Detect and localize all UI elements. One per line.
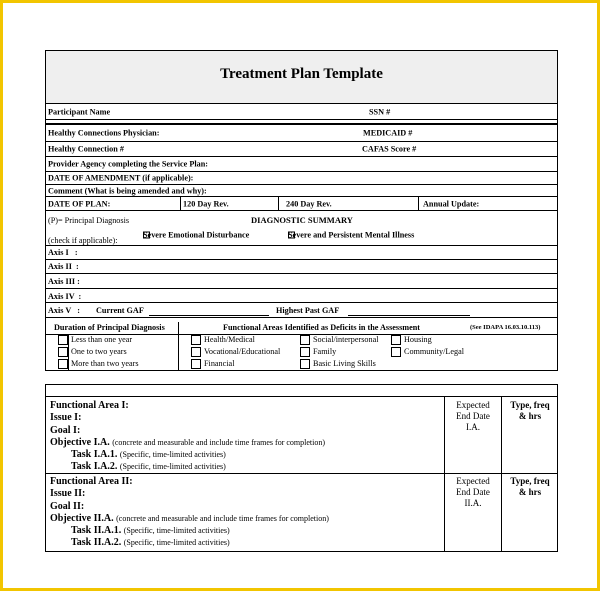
area1-objective-label: Objective I.A.: [50, 437, 110, 448]
principal-diagnosis-label: (P)= Principal Diagnosis: [48, 216, 130, 225]
area1-task1-note: (Specific, time-limited activities): [119, 450, 226, 459]
date-plan-label: DATE OF PLAN:: [48, 199, 111, 208]
hrs-label: & hrs: [518, 411, 542, 421]
family-label: Family: [313, 347, 337, 356]
divider: [418, 197, 419, 210]
area1-expected-header: [446, 400, 500, 433]
housing-label: Housing: [404, 335, 432, 344]
expected-label: Expected: [456, 476, 490, 486]
highest-gaf-line[interactable]: [348, 315, 470, 316]
row-comment: [45, 185, 558, 197]
expected-code: II.A.: [464, 498, 482, 508]
end-date-label: End Date: [456, 411, 490, 421]
axis-1-label: Axis I :: [48, 248, 78, 257]
expected-label: Expected: [456, 400, 490, 410]
area2-task2-note: (Specific, time-limited activities): [123, 538, 230, 547]
area2-type-header: [503, 476, 557, 498]
divider: [278, 197, 279, 210]
axis-4-label: Axis IV :: [48, 292, 82, 301]
diagnostic-summary-title: DIAGNOSTIC SUMMARY: [251, 215, 353, 225]
area2-objective-note: (concrete and measurable and include time frames for completion): [116, 514, 329, 523]
duration-checkbox-2[interactable]: [58, 359, 68, 369]
type-freq-label: Type, freq: [510, 400, 550, 410]
annual-update-label: Annual Update:: [423, 199, 480, 208]
cafas-label: CAFAS Score #: [362, 144, 417, 154]
community-checkbox[interactable]: [391, 347, 401, 357]
end-date-label: End Date: [456, 487, 490, 497]
divider: [178, 322, 179, 371]
deficits-block: [45, 318, 558, 371]
area1-task1-label: Task I.A.1.: [71, 449, 118, 460]
social-label: Social/interpersonal: [313, 335, 379, 344]
row-participant: [45, 103, 558, 120]
area2-issue: Issue II:: [50, 488, 86, 499]
duration-header: Duration of Principal Diagnosis: [54, 323, 165, 332]
axis-5-label: Axis V :: [48, 306, 80, 315]
highest-gaf-label: Highest Past GAF: [276, 306, 340, 315]
diagnostic-block: [45, 211, 558, 318]
area1-task1: [71, 449, 226, 460]
area1-issue: Issue I:: [50, 412, 82, 423]
divider: [46, 473, 557, 474]
area2-task1: [71, 525, 230, 536]
area1-objective-note: (concrete and measurable and include time frames for completion): [112, 438, 326, 447]
area1-objective: [50, 437, 325, 448]
current-gaf-line[interactable]: [149, 315, 269, 316]
divider: [46, 288, 557, 289]
area1-goal: Goal I:: [50, 425, 81, 436]
area2-objective: [50, 513, 329, 524]
divider: [46, 259, 557, 260]
divider: [46, 273, 557, 274]
financial-label: Financial: [204, 359, 235, 368]
axis-3-label: Axis III :: [48, 277, 80, 286]
divider: [46, 302, 557, 303]
area2-expected-header: [446, 476, 500, 509]
row-date-amendment: [45, 172, 558, 185]
axis-2-label: Axis II :: [48, 262, 79, 271]
area1-task2: [71, 461, 226, 472]
type-freq-label: Type, freq: [510, 476, 550, 486]
basic-living-checkbox[interactable]: [300, 359, 310, 369]
area1-title: Functional Area I:: [50, 400, 129, 411]
area2-task2-label: Task II.A.2.: [71, 537, 122, 548]
social-checkbox[interactable]: [300, 335, 310, 345]
divider: [180, 197, 181, 210]
basic-living-label: Basic Living Skills: [313, 359, 376, 368]
area2-task1-label: Task II.A.1.: [71, 525, 122, 536]
area2-task2: [71, 537, 230, 548]
hrs-label: & hrs: [518, 487, 542, 497]
functional-header: Functional Areas Identified as Deficits in the Assessment: [223, 323, 421, 332]
row-physician: [45, 124, 558, 142]
duration-checkbox-1[interactable]: [58, 347, 68, 357]
ssn-label: SSN #: [369, 107, 391, 116]
row-hc-number: [45, 142, 558, 157]
medicaid-label: MEDICAID #: [363, 128, 413, 138]
physician-label: Healthy Connections Physician:: [48, 128, 160, 138]
row-provider: [45, 157, 558, 172]
area2-title: Functional Area II:: [50, 476, 133, 487]
area2-objective-label: Objective II.A.: [50, 513, 114, 524]
area1-type-header: [503, 400, 557, 422]
community-label: Community/Legal: [404, 347, 465, 356]
area2-goal: Goal II:: [50, 501, 85, 512]
idapa-ref: (See IDAPA 16.03.10.113): [470, 324, 541, 331]
spmi-label: Severe and Persistent Mental Illness: [288, 230, 415, 240]
duration-option-0: Less than one year: [71, 335, 133, 344]
row-date-plan: [45, 197, 558, 211]
date-amendment-label: DATE OF AMENDMENT (if applicable):: [48, 173, 194, 183]
provider-label: Provider Agency completing the Service Plan:: [48, 159, 209, 169]
family-checkbox[interactable]: [300, 347, 310, 357]
hc-number-label: Healthy Connection #: [48, 144, 124, 154]
day240-label: 240 Day Rev.: [286, 199, 332, 208]
vocational-label: Vocational/Educational: [204, 347, 281, 356]
duration-checkbox-0[interactable]: [58, 335, 68, 345]
divider: [68, 334, 69, 371]
page-title: Treatment Plan Template: [220, 66, 383, 82]
sed-label: Severe Emotional Disturbance: [143, 230, 250, 240]
functional-areas-table: [45, 384, 558, 552]
title-band: [45, 50, 558, 103]
divider: [46, 245, 557, 246]
check-label: (check if applicable):: [48, 236, 118, 245]
expected-code: I.A.: [466, 422, 480, 432]
divider: [46, 396, 557, 397]
health-checkbox[interactable]: [191, 335, 201, 345]
comment-label: Comment (What is being amended and why):: [48, 186, 207, 195]
area2-task1-note: (Specific, time-limited activities): [123, 526, 230, 535]
day120-label: 120 Day Rev.: [183, 199, 229, 208]
participant-name-label: Participant Name: [48, 107, 111, 116]
health-label: Health/Medical: [204, 335, 255, 344]
financial-checkbox[interactable]: [191, 359, 201, 369]
area1-task2-label: Task I.A.2.: [71, 461, 118, 472]
current-gaf-label: Current GAF: [96, 306, 144, 315]
vocational-checkbox[interactable]: [191, 347, 201, 357]
housing-checkbox[interactable]: [391, 335, 401, 345]
duration-option-1: One to two years: [71, 347, 127, 356]
area1-task2-note: (Specific, time-limited activities): [119, 462, 226, 471]
duration-option-2: More than two years: [71, 359, 139, 368]
